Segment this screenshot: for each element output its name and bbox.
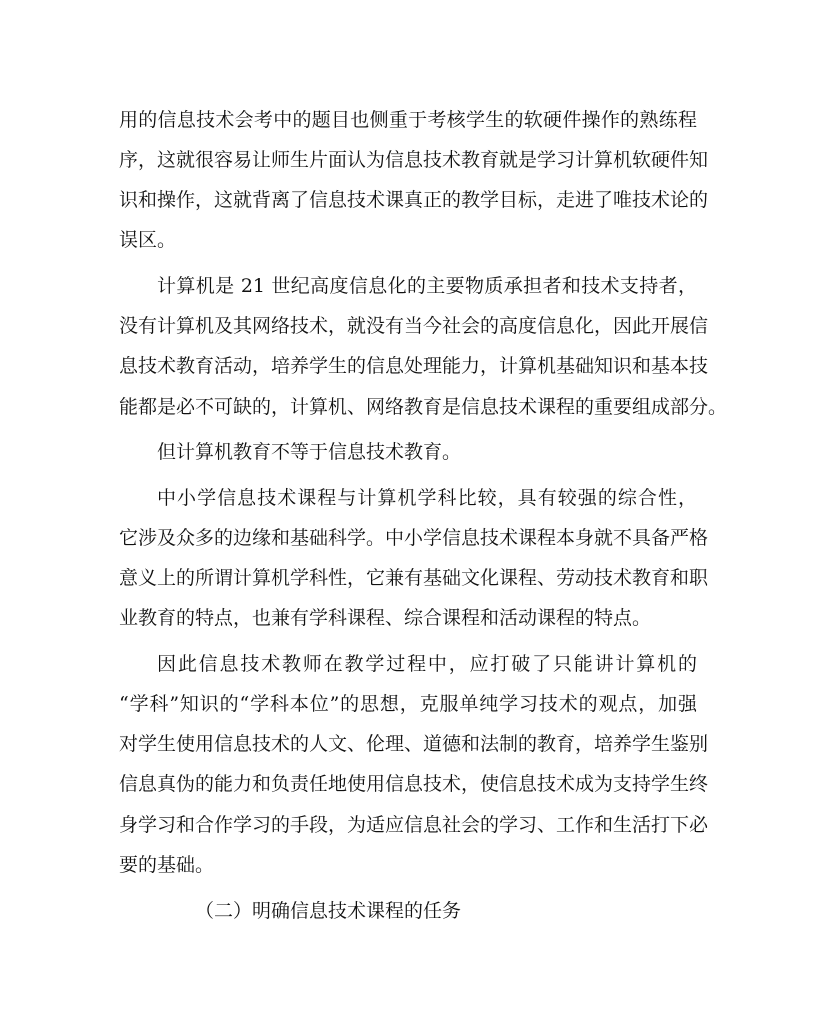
- text-line: 误区。: [119, 229, 177, 251]
- text-line: 因此信息技术教师在教学过程中，应打破了只能讲计算机的: [157, 653, 697, 675]
- paragraph-5-line-4: [119, 768, 709, 800]
- paragraph-4-line-2: [119, 522, 709, 554]
- paragraph-5-line-5: [119, 809, 709, 841]
- paragraph-5-line-6: [119, 849, 697, 881]
- text-line: 序，这就很容易让师生片面认为信息技术教育就是学习计算机软硬件知: [119, 149, 709, 171]
- paragraph-1-line-4: [119, 224, 697, 256]
- paragraph-5-line-3: [119, 728, 709, 760]
- text-line: 用的信息技术会考中的题目也侧重于考核学生的软硬件操作的熟练程: [119, 109, 697, 131]
- paragraph-2-line-1: [119, 270, 697, 302]
- paragraph-4-line-3: [119, 562, 709, 594]
- text-line: 要的基础。: [119, 854, 215, 876]
- text-line: 它涉及众多的边缘和基础科学。中小学信息技术课程本身就不具备严格: [119, 527, 709, 549]
- text-line: 计算机是 21 世纪高度信息化的主要物质承担者和技术支持者，: [157, 275, 697, 297]
- paragraph-2-line-2: [119, 310, 709, 342]
- text-line: 识和操作，这就背离了信息技术课真正的教学目标，走进了唯技术论的: [119, 189, 709, 211]
- section-heading-text: （二）明确信息技术课程的任务: [195, 900, 462, 922]
- text-line: 没有计算机及其网络技术，就没有当今社会的高度信息化，因此开展信: [119, 315, 709, 337]
- paragraph-1-line-3: [119, 184, 709, 216]
- text-line: “学科”知识的“学科本位”的思想，克服单纯学习技术的观点，加强: [119, 693, 697, 715]
- section-heading: [119, 895, 697, 927]
- paragraph-3-line-1: [119, 436, 697, 468]
- text-line: 信息真伪的能力和负责任地使用信息技术，使信息技术成为支持学生终: [119, 773, 709, 795]
- text-line: 但计算机教育不等于信息技术教育。: [157, 441, 462, 463]
- text-line: 中小学信息技术课程与计算机学科比较，具有较强的综合性，: [157, 487, 697, 509]
- text-line: 身学习和合作学习的手段，为适应信息社会的学习、工作和生活打下必: [119, 814, 709, 836]
- paragraph-2-line-4: [119, 391, 728, 423]
- text-line: 对学生使用信息技术的人文、伦理、道德和法制的教育，培养学生鉴别: [119, 733, 709, 755]
- paragraph-2-line-3: [119, 350, 709, 382]
- text-line: 能都是必不可缺的，计算机、网络教育是信息技术课程的重要组成部分。: [119, 396, 728, 418]
- paragraph-1-line-1: [119, 104, 697, 136]
- paragraph-5-line-2: [119, 688, 697, 720]
- paragraph-4-line-1: [119, 482, 697, 514]
- paragraph-5-line-1: [119, 648, 697, 680]
- text-line: 意义上的所谓计算机学科性，它兼有基础文化课程、劳动技术教育和职: [119, 567, 709, 589]
- text-line: 息技术教育活动，培养学生的信息处理能力，计算机基础知识和基本技: [119, 355, 709, 377]
- paragraph-1-line-2: [119, 144, 709, 176]
- paragraph-4-line-4: [119, 602, 697, 634]
- text-line: 业教育的特点，也兼有学科课程、综合课程和活动课程的特点。: [119, 607, 652, 629]
